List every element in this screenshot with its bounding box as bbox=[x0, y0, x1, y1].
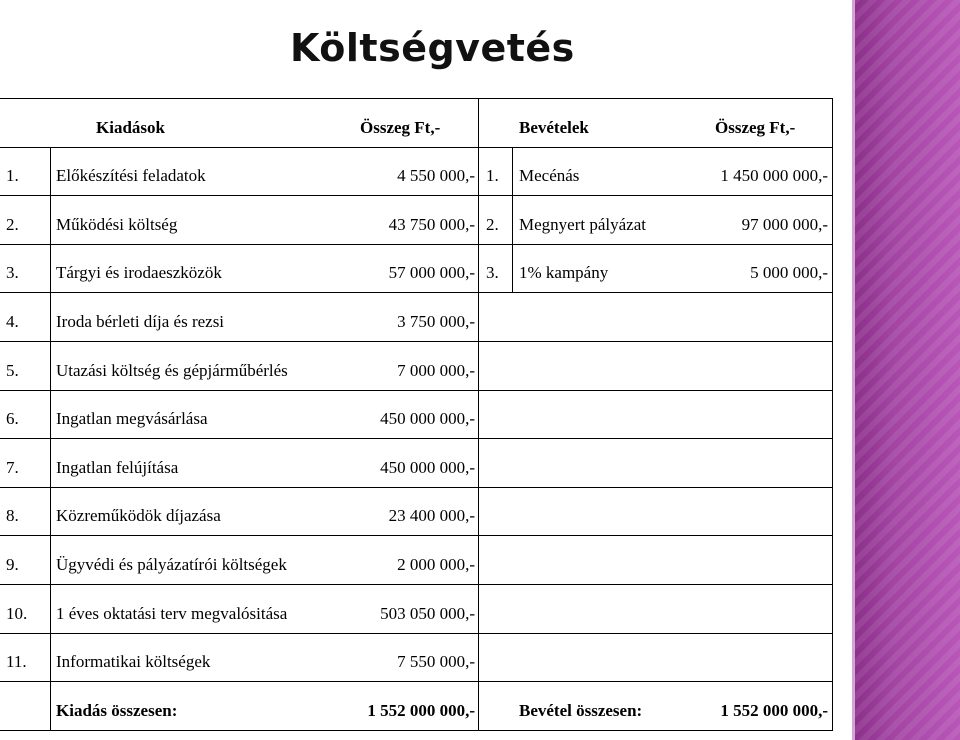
income-number: 2. bbox=[486, 214, 499, 234]
table-row bbox=[0, 341, 832, 390]
expense-name: Iroda bérleti díja és rezsi bbox=[56, 311, 225, 331]
income-number: 3. bbox=[486, 263, 499, 283]
expense-name: Közreműködök díjazása bbox=[56, 506, 221, 526]
header-kiadasok: Kiadások bbox=[96, 117, 165, 137]
expense-amount: 4 550 000,- bbox=[397, 166, 475, 186]
income-amount: 1 450 000 000,- bbox=[720, 166, 828, 186]
expense-amount: 503 050 000,- bbox=[380, 603, 475, 623]
expense-total-label: Kiadás összesen: bbox=[56, 701, 178, 721]
expense-name: Tárgyi és irodaeszközök bbox=[56, 263, 222, 283]
table-row bbox=[0, 390, 832, 439]
expense-amount: 7 000 000,- bbox=[397, 360, 475, 380]
table-row bbox=[0, 292, 832, 341]
table-row bbox=[0, 195, 832, 244]
expense-name: Informatikai költségek bbox=[56, 652, 211, 672]
table-row bbox=[0, 487, 832, 536]
expense-number: 11. bbox=[6, 652, 27, 672]
expense-amount: 450 000 000,- bbox=[380, 409, 475, 429]
income-total-label: Bevétel összesen: bbox=[519, 701, 643, 721]
expense-name: Előkészítési feladatok bbox=[56, 166, 206, 186]
table-row bbox=[0, 244, 832, 293]
table-row bbox=[0, 584, 832, 633]
table-row bbox=[0, 147, 832, 196]
expense-name: 1 éves oktatási terv megvalósitása bbox=[56, 603, 288, 623]
table-row bbox=[0, 633, 832, 682]
income-amount: 5 000 000,- bbox=[750, 263, 828, 283]
expense-name: Működési költség bbox=[56, 214, 178, 234]
expense-number: 6. bbox=[6, 409, 19, 429]
expense-amount: 23 400 000,- bbox=[388, 506, 475, 526]
totals-row bbox=[0, 681, 832, 731]
table-row bbox=[0, 535, 832, 584]
expense-number: 2. bbox=[6, 214, 19, 234]
income-number: 1. bbox=[486, 166, 499, 186]
expense-number: 7. bbox=[6, 457, 19, 477]
expense-name: Ügyvédi és pályázatírói költségek bbox=[56, 554, 287, 574]
table-header-row bbox=[0, 98, 832, 147]
budget-table bbox=[0, 98, 833, 731]
table-row bbox=[0, 438, 832, 487]
expense-name: Ingatlan felújítása bbox=[56, 457, 179, 477]
expense-number: 8. bbox=[6, 506, 19, 526]
expense-amount: 2 000 000,- bbox=[397, 554, 475, 574]
expense-number: 10. bbox=[6, 603, 28, 623]
income-amount: 97 000 000,- bbox=[741, 214, 828, 234]
expense-amount: 7 550 000,- bbox=[397, 652, 475, 672]
expense-number: 9. bbox=[6, 554, 19, 574]
expense-number: 5. bbox=[6, 360, 19, 380]
header-osszeg-left: Összeg Ft,- bbox=[360, 117, 441, 137]
header-osszeg-right: Összeg Ft,- bbox=[715, 117, 796, 137]
expense-amount: 450 000 000,- bbox=[380, 457, 475, 477]
expense-number: 3. bbox=[6, 263, 19, 283]
decorative-side-band bbox=[852, 0, 960, 740]
expense-amount: 3 750 000,- bbox=[397, 311, 475, 331]
expense-total-amount: 1 552 000 000,- bbox=[367, 701, 475, 721]
expense-number: 4. bbox=[6, 311, 19, 331]
income-name: Megnyert pályázat bbox=[519, 214, 646, 234]
expense-amount: 43 750 000,- bbox=[388, 214, 475, 234]
income-name: Mecénás bbox=[519, 166, 580, 186]
header-bevetelek: Bevételek bbox=[519, 117, 589, 137]
income-total-amount: 1 552 000 000,- bbox=[720, 701, 828, 721]
expense-amount: 57 000 000,- bbox=[388, 263, 475, 283]
page-title: Költségvetés bbox=[290, 26, 575, 70]
income-name: 1% kampány bbox=[519, 263, 609, 283]
expense-name: Utazási költség és gépjárműbérlés bbox=[56, 360, 288, 380]
expense-number: 1. bbox=[6, 166, 19, 186]
expense-name: Ingatlan megvásárlása bbox=[56, 409, 208, 429]
